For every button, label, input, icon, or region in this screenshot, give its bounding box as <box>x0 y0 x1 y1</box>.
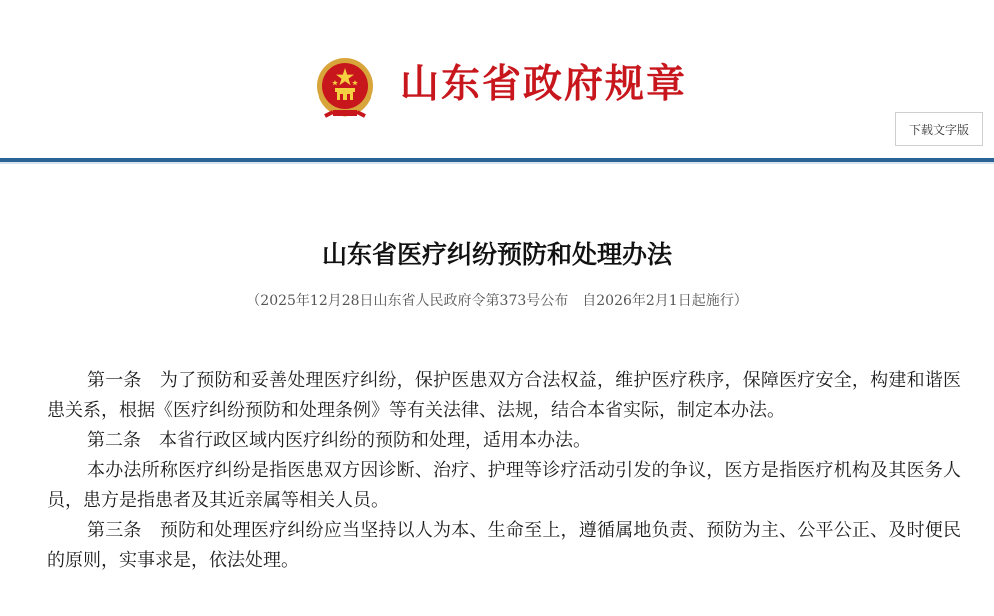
document-title: 山东省医疗纠纷预防和处理办法 <box>321 240 672 269</box>
document-body <box>47 366 961 576</box>
download-text-button[interactable]: 下载文字版 <box>895 112 983 146</box>
header-divider-shadow <box>0 162 994 164</box>
paragraph: 第二条 本省行政区域内医疗纠纷的预防和处理，适用本办法。 <box>87 430 591 451</box>
site-title: 山东省政府规章 <box>400 61 688 107</box>
header <box>0 0 994 158</box>
paragraph: 第一条 为了预防和妥善处理医疗纠纷，保护医患双方合法权益，维护医疗秩序，保障医疗安全，构建和谐医患关系，根据《医疗纠纷预防和处理条例》等有关法律、法规，结合本省实际，制定本办法。 <box>47 370 961 421</box>
paragraph: 第三条 预防和处理医疗纠纷应当坚持以人为本、生命至上，遵循属地负责、预防为主、公平公正、及时便民的原则，实事求是，依法处理。 <box>47 520 961 571</box>
document-subtitle: （2025年12月28日山东省人民政府令第373号公布 自2026年2月1日起施行） <box>246 293 748 309</box>
national-emblem-icon <box>313 56 377 122</box>
paragraph: 本办法所称医疗纠纷是指医患双方因诊断、治疗、护理等诊疗活动引发的争议，医方是指医疗机构及其医务人员，患方是指患者及其近亲属等相关人员。 <box>47 460 961 511</box>
